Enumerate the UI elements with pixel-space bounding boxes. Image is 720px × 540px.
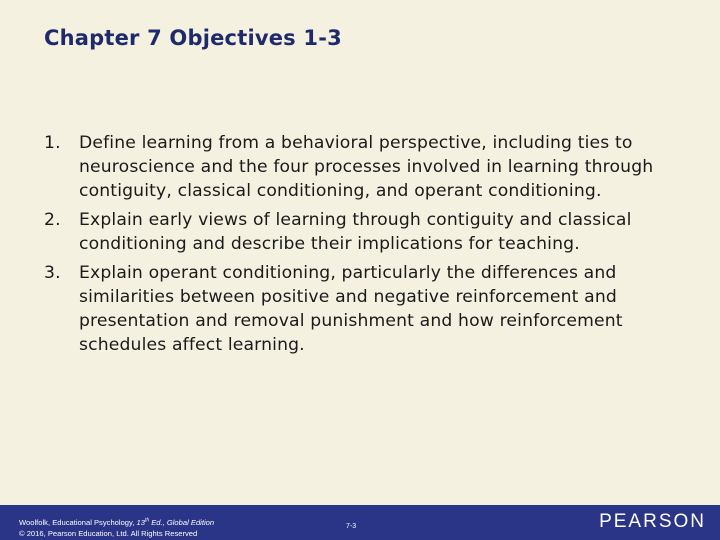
pearson-logo: PEARSON <box>599 511 706 532</box>
slide-title: Chapter 7 Objectives 1-3 <box>44 26 342 50</box>
footer-credit <box>19 517 214 539</box>
edition-number: 13 <box>136 518 145 527</box>
objective-number: 1. <box>44 133 61 153</box>
list-item <box>44 208 684 256</box>
objective-text: Define learning from a behavioral perspective, including ties to neuroscience and the four processes involved in learning through contiguity, classical conditioning, and operant conditioning. <box>79 133 654 201</box>
objective-text: Explain early views of learning through contiguity and classical conditioning and describe their implications for teaching. <box>79 210 632 254</box>
objective-text: Explain operant conditioning, particularly the differences and similarities between positive and negative reinforcement and presentation and removal punishment and how reinforcement schedules affect learning. <box>79 263 623 355</box>
footer-bar <box>0 505 720 540</box>
list-item <box>44 261 684 357</box>
list-item <box>44 131 684 203</box>
page-number: 7-3 <box>346 523 357 530</box>
citation-prefix: Woolfolk, Educational Psychology, <box>19 518 137 527</box>
citation-edition <box>136 518 214 527</box>
edition-rest: Ed., Global Edition <box>149 518 215 527</box>
objectives-list <box>44 131 684 362</box>
copyright-text: © 2016, Pearson Education, Ltd. All Rights Reserved <box>19 529 198 538</box>
edition-suffix: th <box>144 517 150 524</box>
objective-number: 2. <box>44 210 61 230</box>
objective-number: 3. <box>44 263 61 283</box>
book-citation <box>19 517 214 528</box>
